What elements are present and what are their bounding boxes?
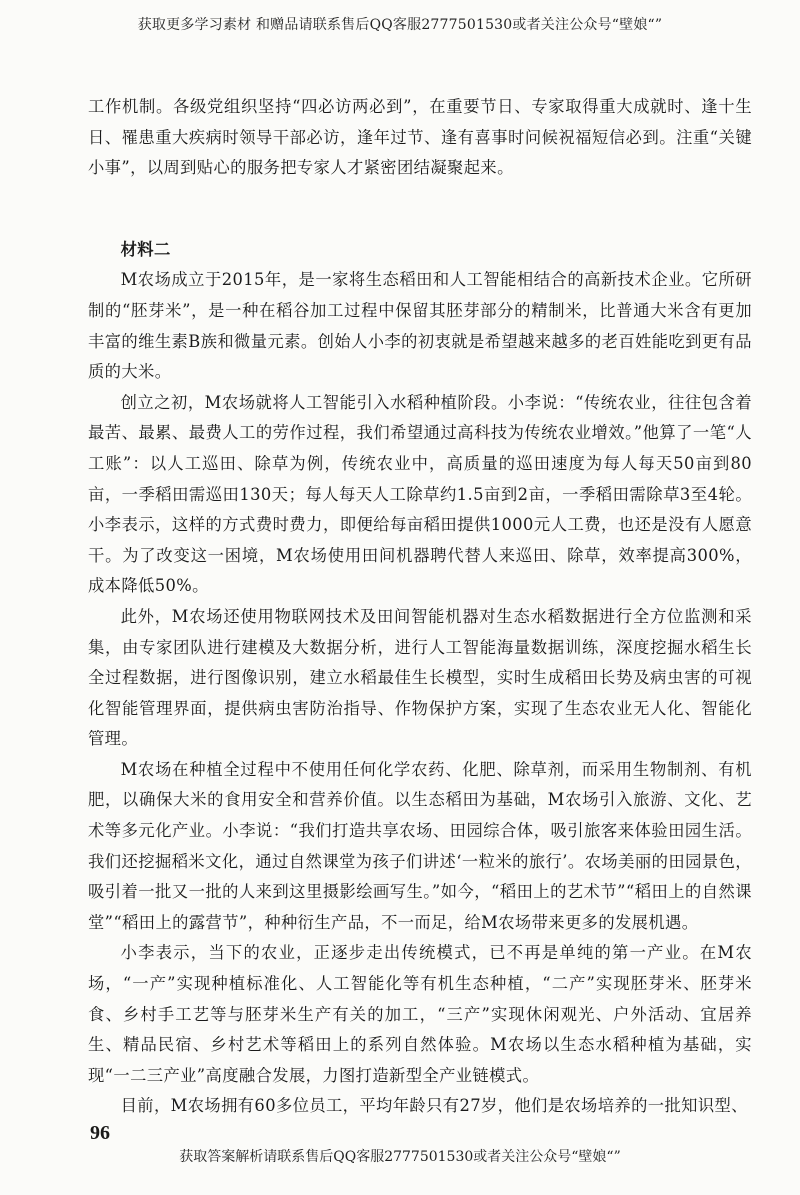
- paragraph-continued: 工作机制。各级党组织坚持“四必访两必到”，在重要节日、专家取得重大成就时、逢十生日、罹患重大疾病时领导干部必访，逢年过节、逢有喜事时问候祝福短信必到。注重“关键小事”，以周到贴心的服务把专家人才紧密团结凝聚起来。: [88, 97, 752, 178]
- document-body: [88, 92, 752, 1122]
- page-number: 96: [90, 1122, 110, 1144]
- paragraph: 小李表示，当下的农业，正逐步走出传统模式，已不再是单纯的第一产业。在M农场，“一产”实现种植标准化、人工智能化等有机生态种植，“二产”实现胚芽米、胚芽米食、乡村手工艺等与胚芽米生产有关的加工，“三产”实现休闲观光、户外活动、宜居养生、精品民宿、乡村艺术等稻田上的系列自然体验。M农场以生态水稻种植为基础，实现“一二三产业”高度融合发展，力图打造新型全产业链模式。: [88, 943, 752, 1085]
- section-title: 材料二: [120, 239, 171, 259]
- paragraph: 创立之初，M农场就将人工智能引入水稻种植阶段。小李说：“传统农业，往往包含着最苦、最累、最费人工的劳作过程，我们希望通过高科技为传统农业增效。”他算了一笔“人工账”：以人工巡田、除草为例，传统农业中，高质量的巡田速度为每人每天50亩到80亩，一季稻田需巡田130天；每人每天人工除草约1.5亩到2亩，一季稻田需除草3至4轮。小李表示，这样的方式费时费力，即便给每亩稻田提供1000元人工费，也还是没有人愿意干。为了改变这一困境，M农场使用田间机器聘代替人来巡田、除草，效率提高300%，成本降低50%。: [88, 392, 752, 596]
- paragraph: M农场成立于2015年，是一家将生态稻田和人工智能相结合的高新技术企业。它所研制的“胚芽米”，是一种在稻谷加工过程中保留其胚芽部分的精制米，比普通大米含有更加丰富的维生素B族和微量元素。创始人小李的初衷就是希望越来越多的老百姓能吃到更有品质的大米。: [88, 270, 752, 382]
- paragraph: M农场在种植全过程中不使用任何化学农药、化肥、除草剂，而采用生物制剂、有机肥，以确保大米的食用安全和营养价值。以生态稻田为基础，M农场引入旅游、文化、艺术等多元化产业。小李说：“我们打造共享农场、田园综合体，吸引旅客来体验田园生活。我们还挖掘稻米文化，通过自然课堂为孩子们讲述‘一粒米的旅行’。农场美丽的田园景色，吸引着一批又一批的人来到这里摄影绘画写生。”如今，“稻田上的艺术节”“稻田上的自然课堂”“稻田上的露营节”，种种衍生产品，不一而足，给M农场带来更多的发展机遇。: [88, 759, 752, 932]
- paragraph: 目前，M农场拥有60多位员工，平均年龄只有27岁，他们是农场培养的一批知识型、: [120, 1096, 748, 1116]
- page-header-notice: 获取更多学习素材 和赠品请联系售后QQ客服2777501530或者关注公众号“壁娘“”: [137, 17, 663, 33]
- paragraph: 此外，M农场还使用物联网技术及田间智能机器对生态水稻数据进行全方位监测和采集，由专家团队进行建模及大数据分析，进行人工智能海量数据训练，深度挖掘水稻生长全过程数据，进行图像识别，建立水稻最佳生长模型，实时生成稻田长势及病虫害的可视化智能管理界面，提供病虫害防治指导、作物保护方案，实现了生态农业无人化、智能化管理。: [88, 606, 752, 749]
- page-footer-notice: 获取答案解析请联系售后QQ客服2777501530或者关注公众号“壁娘“”: [179, 1149, 621, 1165]
